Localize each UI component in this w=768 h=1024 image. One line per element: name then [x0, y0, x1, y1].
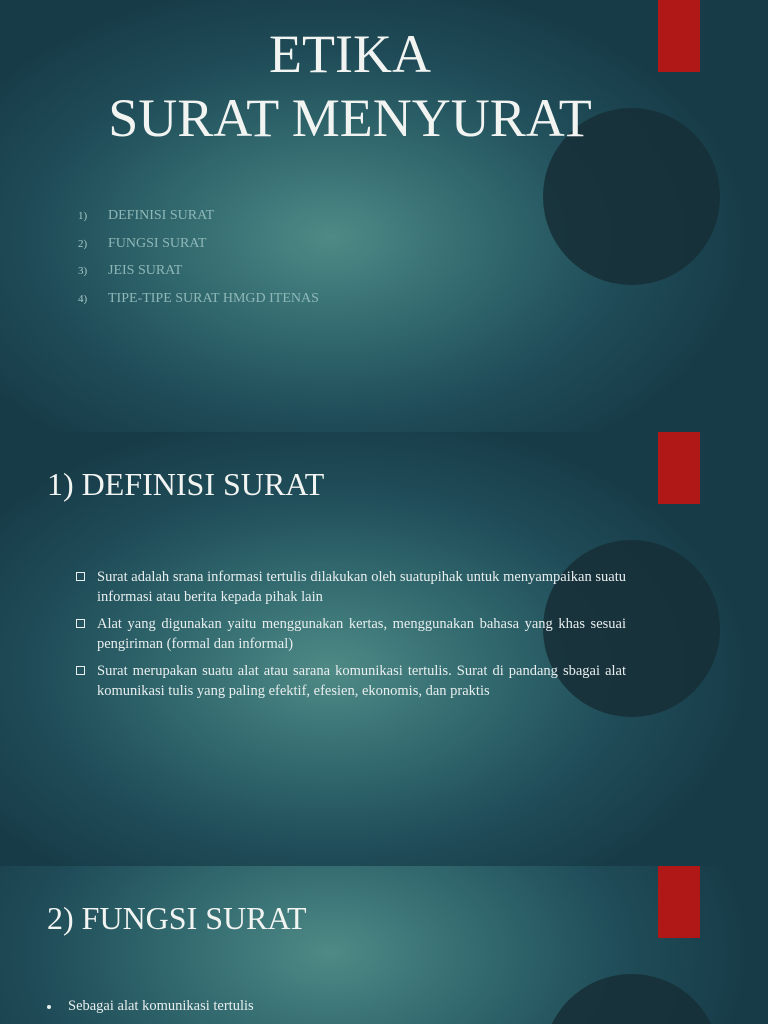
- red-accent-bar: [658, 866, 700, 938]
- toc-number: 3): [78, 265, 88, 277]
- toc-number: 2): [78, 237, 88, 250]
- slide-definisi: [0, 432, 768, 866]
- bullet-text: Surat adalah srana informasi tertulis dilakukan oleh suatupihak untuk menyampaikan suatu informasi atau berita kepada pihak lain: [97, 569, 626, 605]
- page-title-line2: SURAT MENYURAT: [108, 88, 592, 148]
- square-bullet-icon: [76, 666, 85, 675]
- toc-label: JEIS SURAT: [108, 263, 183, 278]
- list-item: [76, 614, 626, 654]
- red-accent-bar: [658, 432, 700, 504]
- bullet-list: [76, 567, 626, 708]
- square-bullet-icon: [76, 572, 85, 581]
- toc-item: [78, 263, 319, 291]
- slide-heading: 2) FUNGSI SURAT: [47, 900, 307, 936]
- toc-item: [78, 291, 319, 319]
- square-bullet-icon: [76, 619, 85, 628]
- list-item: [76, 567, 626, 607]
- slide-fungsi: [0, 866, 768, 1024]
- toc-label: DEFINISI SURAT: [108, 208, 215, 223]
- toc-label: FUNGSI SURAT: [108, 235, 207, 251]
- toc-number: 4): [78, 292, 88, 305]
- dot-bullet-icon: [47, 1005, 51, 1009]
- bullet-text: Alat yang digunakan yaitu menggunakan kertas, menggunakan bahasa yang khas sesuai pengiriman (formal dan informal): [97, 616, 626, 652]
- table-of-contents: [78, 208, 319, 318]
- list-item: [76, 661, 626, 701]
- list-item: [45, 998, 254, 1015]
- toc-item: [78, 208, 319, 236]
- page-title-line1: ETIKA: [269, 24, 431, 84]
- bullet-text: Surat merupakan suatu alat atau sarana komunikasi tertulis. Surat di pandang sbagai alat komunikasi tulis yang paling efektif, efesien, ekonomis, dan praktis: [97, 663, 626, 699]
- toc-label: TIPE-TIPE SURAT HMGD ITENAS: [108, 290, 319, 306]
- slide-title: [0, 0, 768, 432]
- toc-item: [78, 236, 319, 264]
- bullet-text: Sebagai alat komunikasi tertulis: [68, 998, 254, 1014]
- bullet-list: [45, 998, 254, 1015]
- slide-heading: 1) DEFINISI SURAT: [47, 466, 325, 502]
- toc-number: 1): [78, 210, 88, 222]
- decorative-circle: [543, 974, 720, 1024]
